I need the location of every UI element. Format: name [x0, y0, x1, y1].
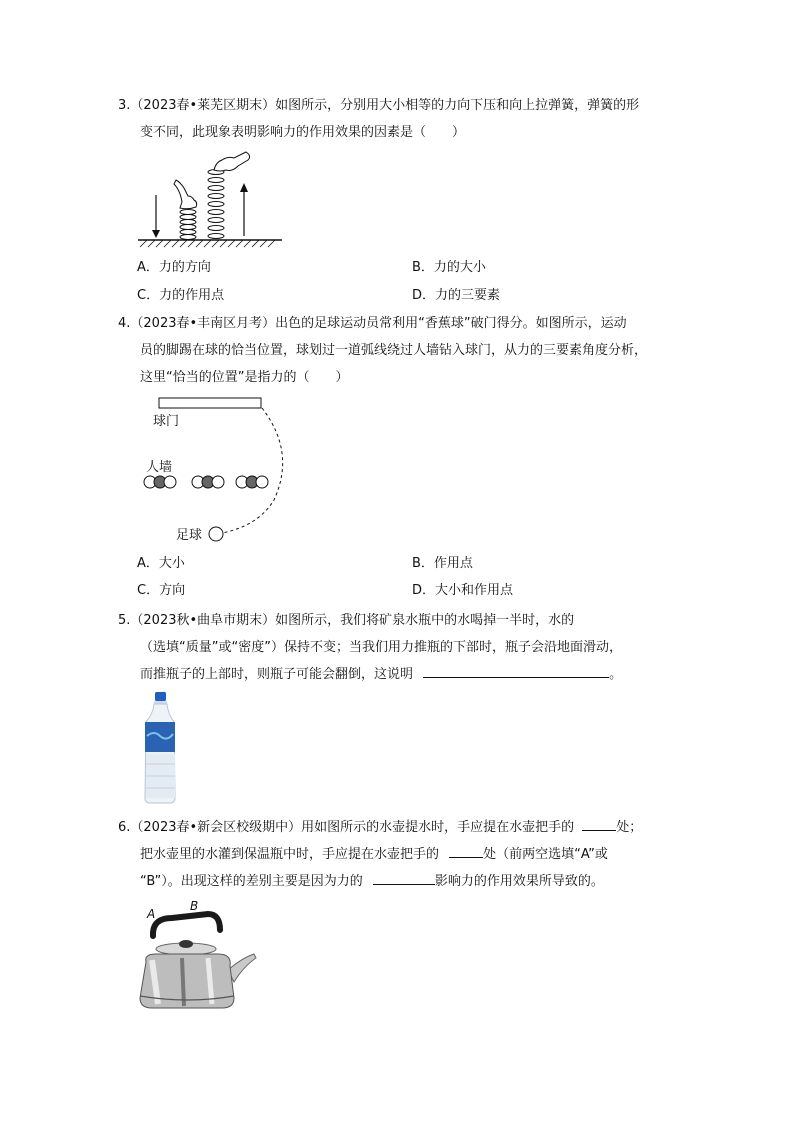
- q6-line-3-end: 影响力的作用效果所导致的。: [434, 874, 604, 889]
- q3-line-2: 变不同，此现象表明影响力的作用效果的因素是（ ）: [140, 125, 466, 140]
- q3-option-d[interactable]: D．力的三要素: [412, 288, 501, 303]
- q6-line-2: [118, 841, 678, 868]
- handle-label-a: A: [147, 907, 156, 921]
- question-6: [118, 814, 678, 895]
- goal-label: 球门: [153, 414, 180, 429]
- water-bottle-image: [140, 692, 180, 804]
- question-5: [118, 607, 678, 688]
- q6-line-3: [118, 868, 678, 895]
- wall-label: 人墙: [146, 460, 173, 475]
- q3-option-b[interactable]: B．力的大小: [412, 260, 486, 275]
- q5-line-3: [118, 661, 678, 688]
- q3-option-c[interactable]: C．力的作用点: [137, 288, 225, 303]
- q5-line-3-end: 。: [609, 667, 623, 682]
- q4-line-3: 这里“恰当的位置”是指力的（ ）: [140, 370, 349, 385]
- q4-option-a[interactable]: A．大小: [137, 556, 185, 571]
- q6-blank-2[interactable]: [449, 843, 483, 858]
- q6-line-2-end: 处（前两空选填“A”或: [483, 847, 608, 862]
- q6-blank-1[interactable]: [582, 816, 616, 831]
- question-4: [118, 310, 678, 391]
- q4-option-c[interactable]: C．方向: [137, 583, 186, 598]
- q6-blank-3[interactable]: [373, 870, 435, 885]
- q5-line-1: 5.（2023秋•曲阜市期末）如图所示，我们将矿泉水瓶中的水喝掉一半时，水的: [118, 613, 575, 628]
- handle-label-b: B: [190, 899, 199, 913]
- banana-kick-figure: [136, 392, 296, 547]
- ball-label: 足球: [176, 528, 203, 543]
- q4-line-1: 4.（2023春•丰南区月考）出色的足球运动员常利用“香蕉球”破门得分。如图所示，运动: [118, 316, 627, 331]
- q4-line-2: 员的脚踢在球的恰当位置，球划过一道弧线绕过人墙钻入球门，从力的三要素角度分析，: [140, 343, 648, 358]
- q3-line-1: 3.（2023春•莱芜区期末）如图所示，分别用大小相等的力向下压和向上拉弹簧，弹簧的形: [118, 98, 640, 113]
- q6-line-1-text: 6.（2023春•新会区校级期中）用如图所示的水壶提水时，手应提在水壶把手的: [118, 820, 575, 835]
- q6-line-2-text: 把水壶里的水灌到保温瓶中时，手应提在水壶把手的: [140, 847, 440, 862]
- q6-line-1: [118, 814, 678, 841]
- q4-option-b[interactable]: B．作用点: [412, 556, 473, 571]
- q4-option-d[interactable]: D．大小和作用点: [412, 583, 514, 598]
- q5-answer-blank[interactable]: [423, 663, 609, 678]
- question-3: [118, 92, 678, 146]
- q6-line-3-text: “B”）。出现这样的差别主要是因为力的: [140, 874, 363, 889]
- kettle-image: [138, 896, 260, 1014]
- q6-line-1-end: 处；: [616, 820, 643, 835]
- spring-figure: [136, 150, 286, 250]
- q3-option-a[interactable]: A．力的方向: [137, 260, 211, 275]
- q5-line-2: （选填“质量”或“密度”）保持不变；当我们用力推瓶的下部时，瓶子会沿地面滑动，: [140, 640, 622, 655]
- q5-line-3-text: 而推瓶子的上部时，则瓶子可能会翻倒，这说明: [140, 667, 414, 682]
